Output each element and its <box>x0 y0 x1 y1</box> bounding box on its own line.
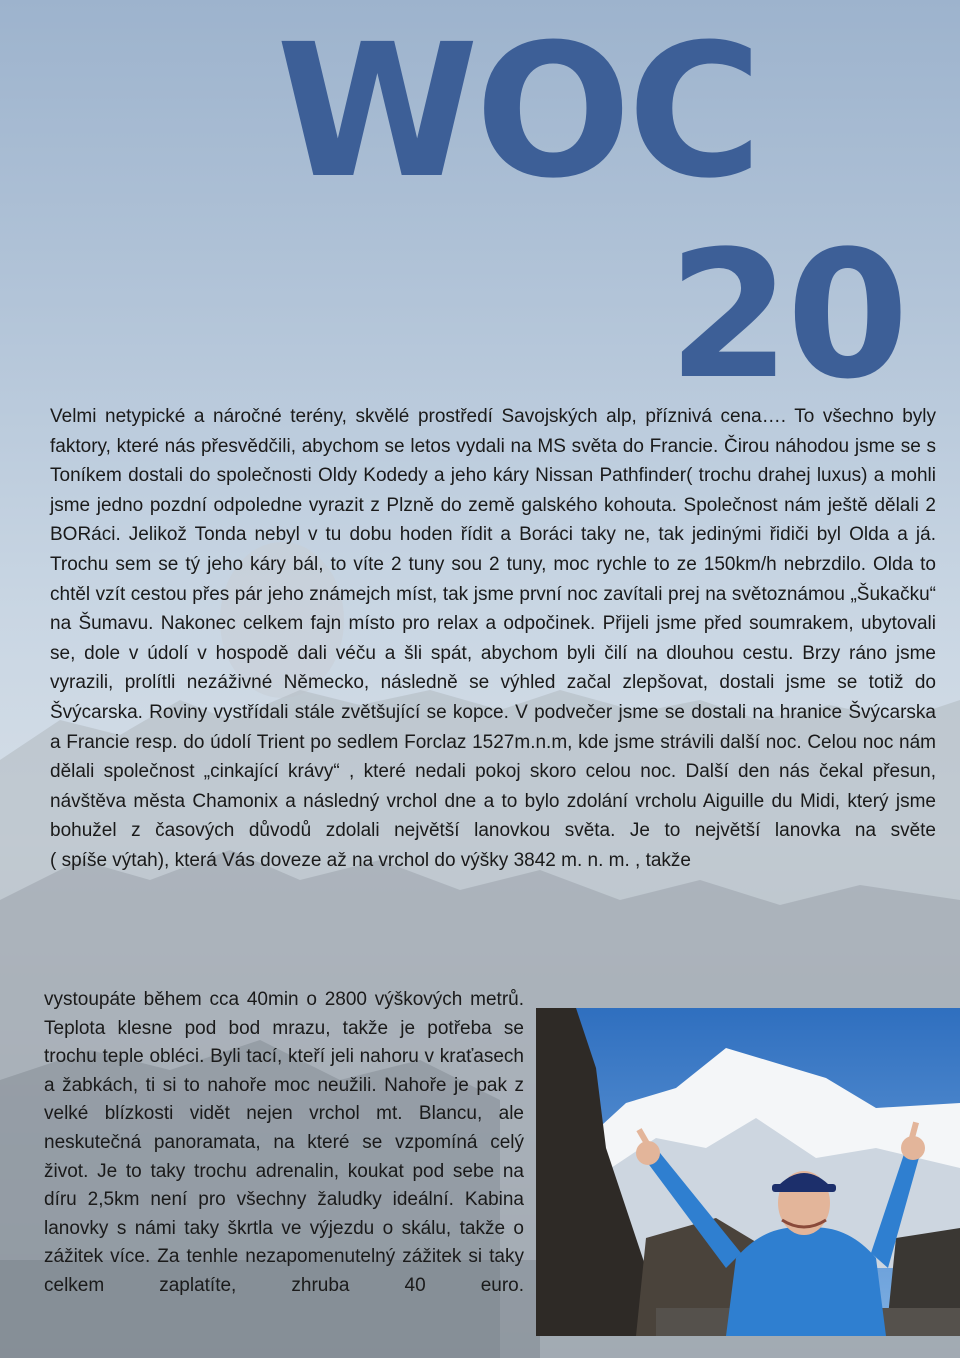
title-20: 20 <box>668 213 905 418</box>
title-woc: WOC <box>276 5 759 219</box>
article-main-last-line: ( spíše výtah), která Vás doveze až na vrchol do výšky 3842 m. n. m. , takže <box>50 849 691 871</box>
article-main-paragraph <box>50 402 936 876</box>
article-main-text: Velmi netypické a náročné terény, skvělé prostředí Savojských alp, příznivá cena…. To všechno byly faktory, které nás přesvědčili, abychom se letos vydali na MS světa do Francie. Čirou náhodou jsme se s Toníkem dostali do společnosti Oldy Kodedy a jeho káry Nissan Pathfinder( trochu drahej luxus) a mohli jsme jedno pozdní odpoledne vyrazit z Plzně do země galského kohouta. Společnost nám ještě dělali 2 BORáci. Jelikož Tonda nebyl v tu dobu hoden řídit a Boráci taky ne, tak jedinými řidiči byl Olda a já. Trochu sem se tý jeho káry bál, to víte 2 tuny sou 2 tuny, moc rychle to ze 150km/h nebrzdilo. Olda to chtěl vzít cestou přes pár jeho známejch míst, tak jsme první noc zavítali prej na světoznámou „Šukačku“ na Šumavu. Nakonec celkem fajn místo pro relax a odpočinek. Přijeli jsme před soumrakem, ubytovali se, dole v údolí v hospodě dali véču a šli spát, abychom byli čilí na dlouhou cestu. Brzy ráno jsme vyrazili, prolítli nezáživné Německo, následně se výhled začal zlepšovat, dostali jsme se totiž do Švýcarska. Roviny vystřídali stále zvětšující se kopce. V podvečer jsme se dostali na hranice Švýcarska a Francie resp. do údolí Trient po sedlem Forclaz 1527m.n.m, kde jsme strávili další noc. Celou noc nám dělali společnost „cinkající krávy“ , které nedali pokoj skoro celou noc. Další den nás čekal přesun, návštěva města Chamonix a následný vrchol dne a to bylo zdolání vrcholu Aiguille du Midi, který jsme bohužel z časových důvodů zdolali největší lanovkou světa. Je to největší lanovka na světe <box>50 406 936 842</box>
article-side-paragraph: vystoupáte během cca 40min o 2800 výškových metrů. Teplota klesne pod bod mrazu, takže je potřeba se trochu teple obléci. Byli tací, kteří jeli nahoru v kraťasech a žabkách, ti si to nahoře moc neužili. Nahoře je pak z velké blízkosti vidět nejen vrchol mt. Blancu, ale neskutečná panoramata, na které se vzpomíná celý život. Je to taky trochu adrenalin, koukat pod sebe na díru 2,5km není pro všechny žaludky ideální. Kabina lanovky s námi taky škrtla ve výjezdu o skálu, takže o zážitek více. Za tenhle nezapomenutelný zážitek si taky celkem zaplatíte, zhruba 40 euro. <box>44 989 524 1296</box>
photo-runner-mont-blanc <box>536 1008 960 1336</box>
